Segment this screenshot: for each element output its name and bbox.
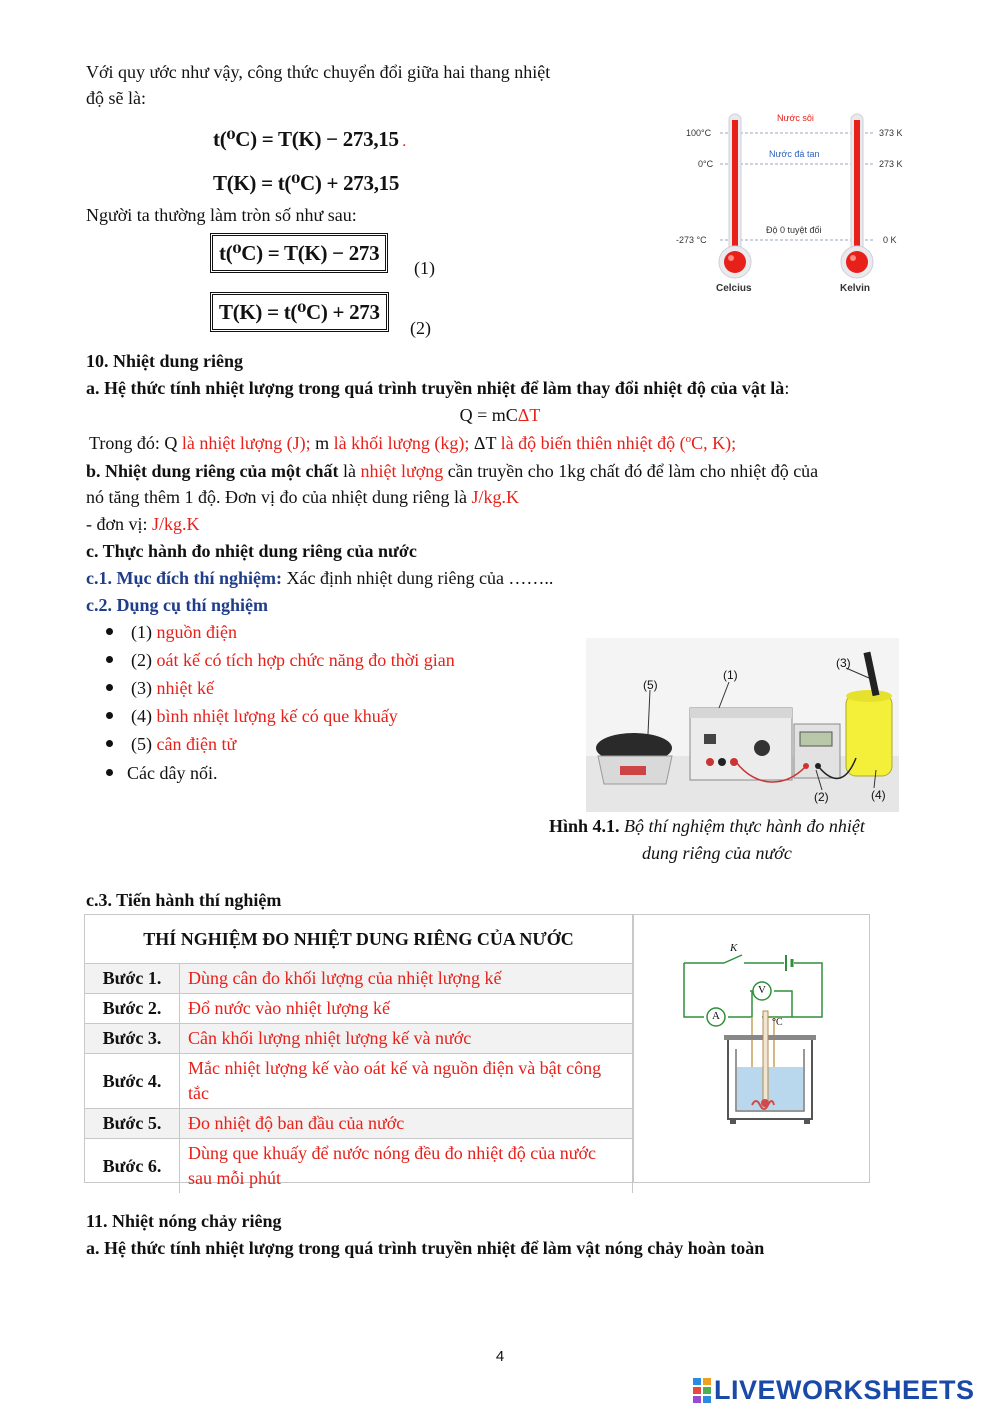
label-0c: 0°C bbox=[698, 159, 714, 169]
table-row bbox=[85, 1109, 633, 1139]
section-c2-title: c.2. Dụng cụ thí nghiệm bbox=[86, 595, 269, 615]
label-kelvin: Kelvin bbox=[840, 283, 871, 294]
unit-line: - đơn vị: J/kg.K bbox=[86, 514, 200, 534]
bullet-icon bbox=[106, 740, 113, 747]
steps-table bbox=[85, 915, 633, 1193]
round-text: Người ta thường làm tròn số như sau: bbox=[86, 205, 357, 225]
step-text: Cân khối lượng nhiệt lượng kế và nước bbox=[180, 1024, 633, 1054]
boxed-formula-2: T(K) = t(⁰C) + 273 bbox=[210, 292, 389, 332]
boxed-formula-1: t(⁰C) = T(K) − 273 bbox=[210, 233, 388, 273]
table-row bbox=[85, 1024, 633, 1054]
label-273k: 273 K bbox=[879, 159, 903, 169]
table-row bbox=[85, 994, 633, 1024]
formula-q: Q = mCΔT bbox=[459, 405, 541, 425]
label-minus273c: -273 °C bbox=[676, 235, 707, 245]
section-10a-title: a. Hệ thức tính nhiệt lượng trong quá trình truyền nhiệt để làm thay đổi nhiệt độ của vật là: bbox=[86, 378, 790, 398]
liveworksheets-brand: LIVEWORKSHEETS bbox=[714, 1374, 975, 1405]
thermometer-figure bbox=[670, 108, 920, 300]
intro-line-2: độ sẽ là: bbox=[86, 88, 146, 108]
section-11-title: 11. Nhiệt nóng chảy riêng bbox=[86, 1211, 282, 1231]
tools-list bbox=[106, 622, 526, 802]
step-text: Dùng cân đo khối lượng của nhiệt lượng kế bbox=[180, 964, 633, 994]
circuit-diagram bbox=[633, 915, 870, 1182]
section-10b-line-2: nó tăng thêm 1 độ. Đơn vị đo của nhiệt dung riêng là J/kg.K bbox=[86, 487, 519, 507]
step-label: Bước 2. bbox=[85, 994, 180, 1024]
formula-q-definitions: Trong đó: Q là nhiệt lượng (J); m là khối lượng (kg); ΔT là độ biến thiên nhiệt độ ($^o$C, K); bbox=[89, 433, 737, 453]
steps-table-wrapper bbox=[84, 914, 870, 1188]
label-absolute-zero: Độ 0 tuyệt đối bbox=[766, 225, 822, 235]
step-label: Bước 6. bbox=[85, 1139, 180, 1194]
section-10b-line-1: b. Nhiệt dung riêng của một chất là nhiệt lượng cần truyền cho 1kg chất đó để làm cho nhiệt độ của bbox=[86, 461, 819, 481]
experiment-photo bbox=[586, 638, 899, 812]
formula-celsius: t(⁰C) = T(K) − 273,15 . bbox=[213, 127, 406, 151]
boxed-formula-1-number: (1) bbox=[414, 258, 435, 278]
boxed-formula-2-number: (2) bbox=[410, 318, 431, 338]
step-text: Mắc nhiệt lượng kế vào oát kế và nguồn điện và bật công tắc bbox=[180, 1054, 633, 1109]
figure-caption-line-1: Hình 4.1. Bộ thí nghiệm thực hành đo nhiệt bbox=[549, 816, 865, 836]
photo-label-5: (5) bbox=[643, 678, 658, 692]
tool-item: (3) nhiệt kế bbox=[106, 678, 214, 699]
table-row bbox=[85, 1139, 633, 1194]
tool-item-wires: Các dây nối. bbox=[106, 763, 217, 784]
tool-item: (5) cân điện tử bbox=[106, 734, 236, 755]
circuit-label-a: A bbox=[712, 1010, 720, 1022]
section-10c-title: c. Thực hành đo nhiệt dung riêng của nước bbox=[86, 541, 417, 561]
bullet-icon bbox=[106, 684, 113, 691]
step-text: Đổ nước vào nhiệt lượng kế bbox=[180, 994, 633, 1024]
bullet-icon bbox=[106, 712, 113, 719]
steps-table-header: THÍ NGHIỆM ĐO NHIỆT DUNG RIÊNG CỦA NƯỚC bbox=[85, 915, 633, 964]
bullet-icon bbox=[106, 656, 113, 663]
photo-label-2: (2) bbox=[814, 790, 829, 804]
experiment-photo-svg bbox=[586, 638, 899, 812]
step-text: Dùng que khuấy để nước nóng đều đo nhiệt độ của nước sau mỗi phút bbox=[180, 1139, 633, 1194]
label-water-boil: Nước sôi bbox=[777, 113, 814, 123]
formula-kelvin: T(K) = t(⁰C) + 273,15 bbox=[213, 171, 400, 195]
circuit-label-celsius: °C bbox=[772, 1017, 783, 1028]
tool-item: (2) oát kế có tích hợp chức năng đo thời gian bbox=[106, 650, 455, 671]
liveworksheets-logo bbox=[692, 1374, 975, 1406]
step-label: Bước 4. bbox=[85, 1054, 180, 1109]
liveworksheets-logo-icon bbox=[692, 1376, 712, 1404]
photo-label-1: (1) bbox=[723, 668, 738, 682]
label-celsius: Celcius bbox=[716, 283, 752, 294]
tool-item: (1) nguồn điện bbox=[106, 622, 237, 643]
step-label: Bước 3. bbox=[85, 1024, 180, 1054]
step-text: Đo nhiệt độ ban đầu của nước bbox=[180, 1109, 633, 1139]
section-c3-title: c.3. Tiến hành thí nghiệm bbox=[86, 890, 282, 910]
label-0k: 0 K bbox=[883, 235, 897, 245]
circuit-label-k: K bbox=[730, 942, 738, 954]
circuit-diagram-svg bbox=[634, 915, 870, 1182]
table-row bbox=[85, 1054, 633, 1109]
circuit-label-v: V bbox=[758, 984, 766, 996]
photo-label-4: (4) bbox=[871, 788, 886, 802]
section-10-title: 10. Nhiệt dung riêng bbox=[86, 351, 244, 371]
section-11a-title: a. Hệ thức tính nhiệt lượng trong quá trình truyền nhiệt để làm vật nóng chảy hoàn toàn bbox=[86, 1238, 765, 1258]
figure-caption-line-2: dung riêng của nước bbox=[642, 843, 792, 863]
label-373k: 373 K bbox=[879, 128, 903, 138]
page-number: 4 bbox=[495, 1348, 505, 1365]
step-label: Bước 5. bbox=[85, 1109, 180, 1139]
bullet-icon bbox=[106, 769, 113, 776]
label-ice-melt: Nước đá tan bbox=[769, 149, 820, 159]
tool-item: (4) bình nhiệt lượng kế có que khuấy bbox=[106, 706, 398, 727]
step-label: Bước 1. bbox=[85, 964, 180, 994]
label-100c: 100°C bbox=[686, 128, 712, 138]
section-c1: c.1. Mục đích thí nghiệm: Xác định nhiệt dung riêng của …….. bbox=[86, 568, 554, 588]
photo-label-3: (3) bbox=[836, 656, 851, 670]
table-row bbox=[85, 964, 633, 994]
intro-line-1: Với quy ước như vậy, công thức chuyển đổi giữa hai thang nhiệt bbox=[86, 62, 551, 82]
bullet-icon bbox=[106, 628, 113, 635]
